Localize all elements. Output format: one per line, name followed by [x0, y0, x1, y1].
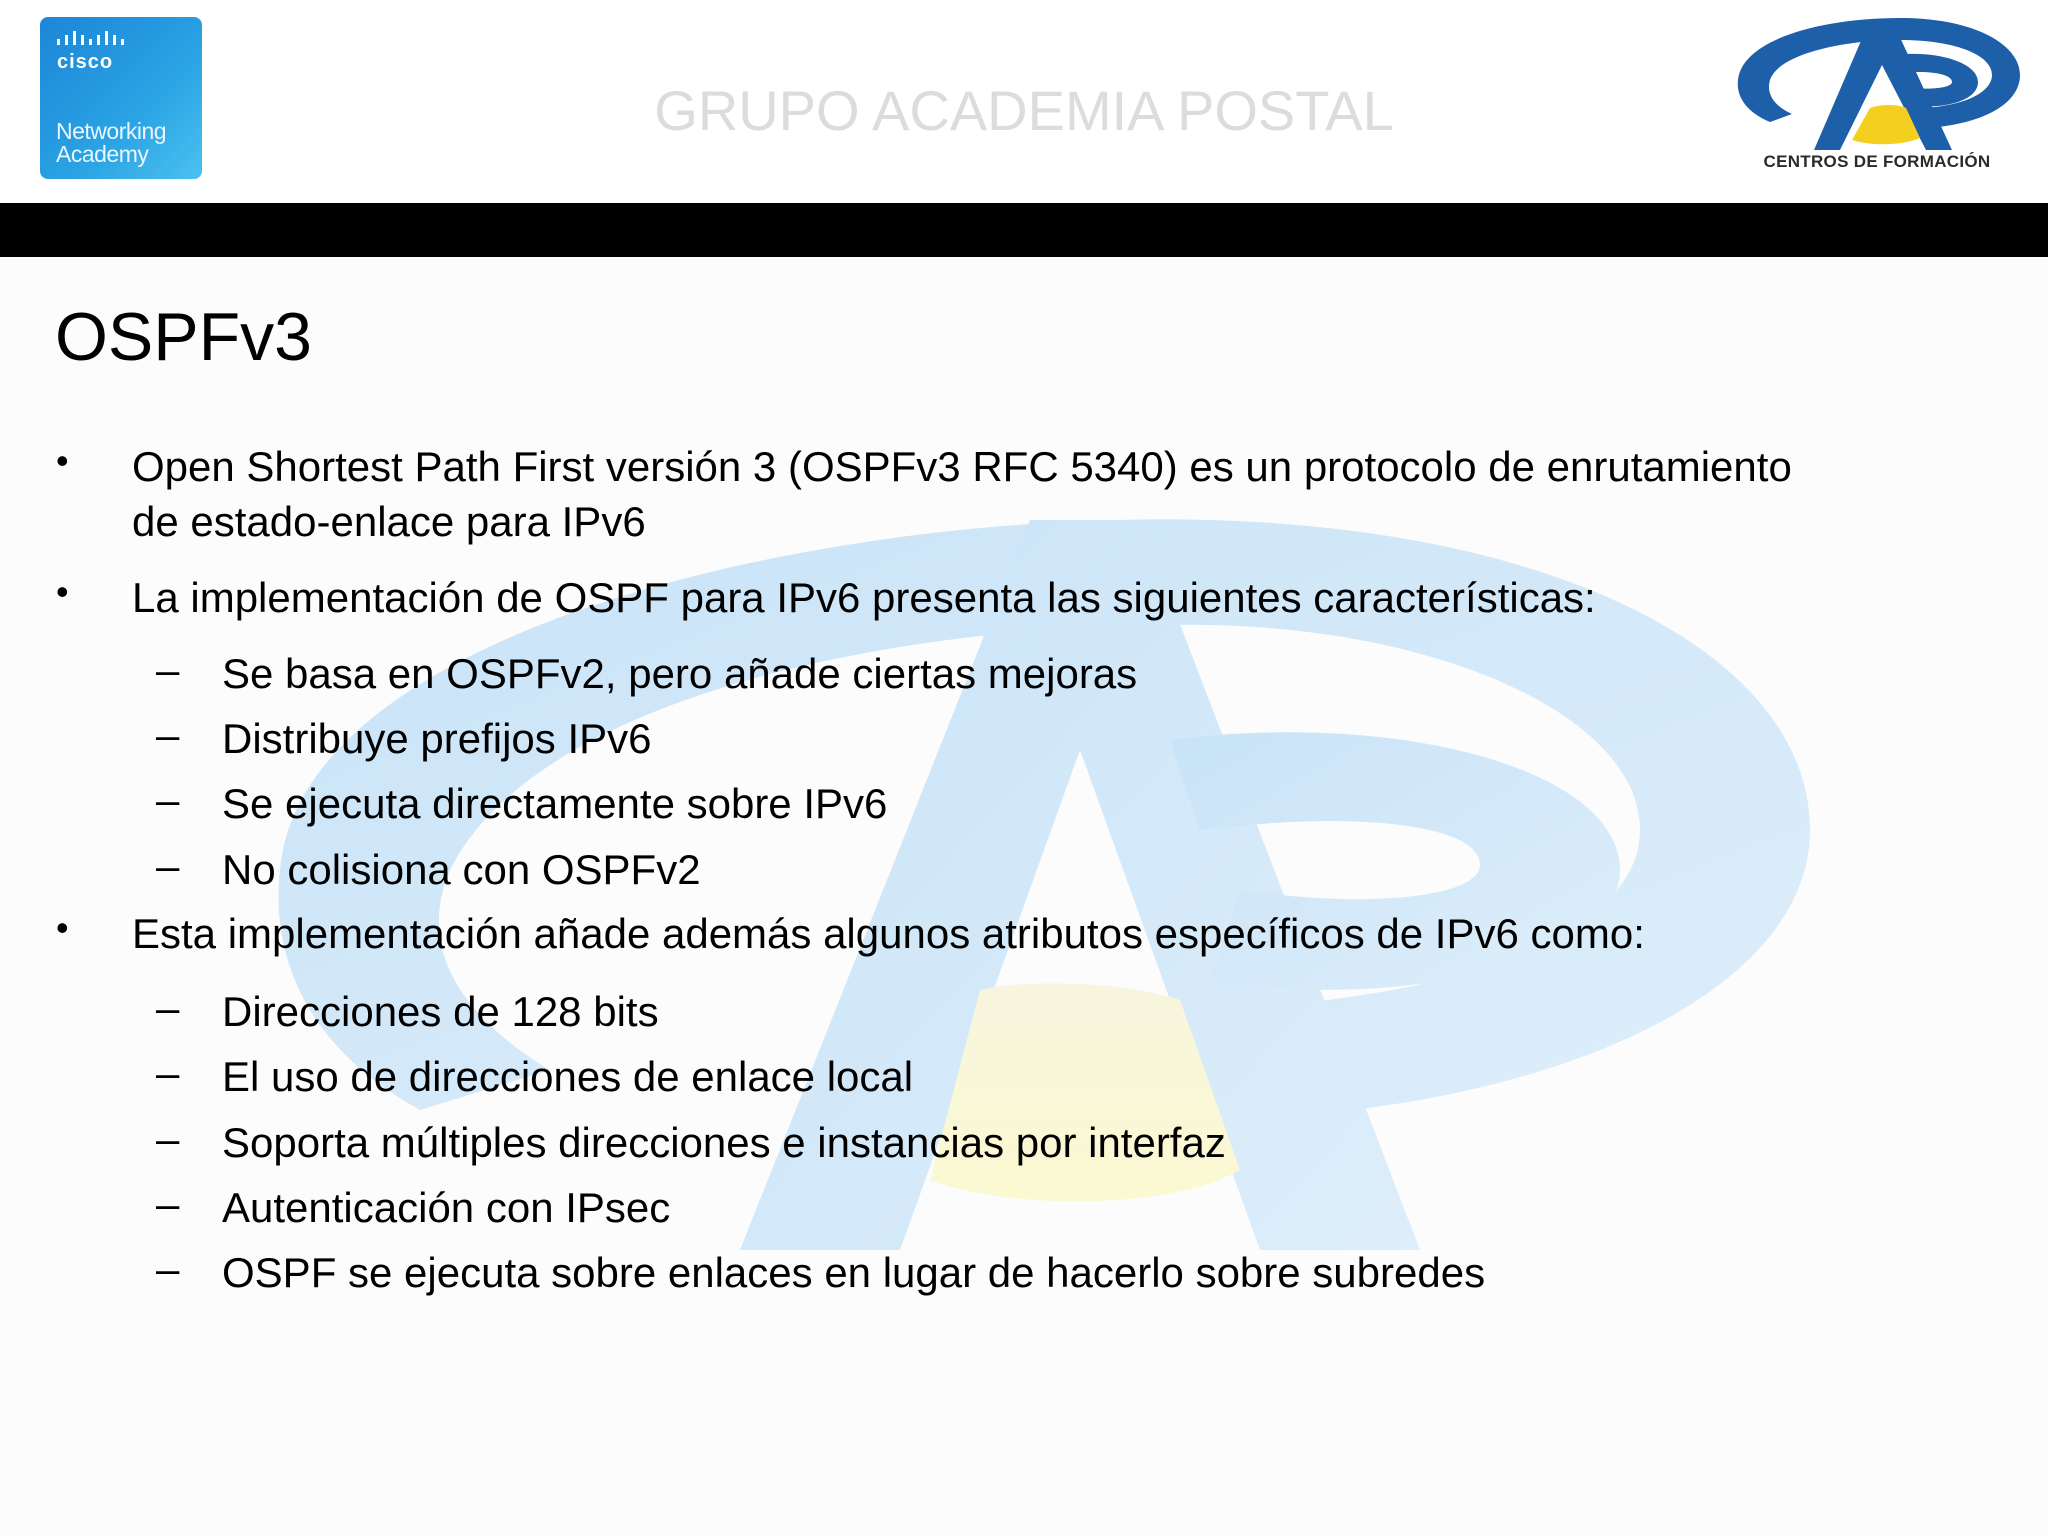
dash-marker: – [156, 1049, 180, 1096]
subitem-2-1: Se basa en OSPFv2, pero añade ciertas mejoras [222, 650, 1138, 697]
bullet-marker: • [56, 571, 69, 612]
bullet-text-1 [132, 439, 2012, 549]
subitem-3-3: Soporta múltiples direcciones e instancias por interfaz [222, 1119, 1226, 1166]
dash-marker: – [156, 1245, 180, 1292]
subitem-3-5: OSPF se ejecuta sobre enlaces en lugar de hacerlo sobre subredes [222, 1249, 1486, 1296]
cisco-wordmark: cisco [57, 51, 114, 73]
dash-marker: – [156, 646, 180, 693]
subitem-2-4: No colisiona con OSPFv2 [222, 846, 701, 893]
dash-marker: – [156, 711, 180, 758]
cisco-line-networking: Networking [56, 118, 167, 144]
bullet-text-2: La implementación de OSPF para IPv6 presenta las siguientes características: [132, 574, 1596, 621]
subitem-2-2: Distribuye prefijos IPv6 [222, 715, 652, 762]
header-title: GRUPO ACADEMIA POSTAL [654, 79, 1394, 142]
subitem-2-3: Se ejecuta directamente sobre IPv6 [222, 780, 888, 827]
subitem-3-4: Autenticación con IPsec [222, 1184, 671, 1231]
bullet-1-line-2: de estado-enlace para IPv6 [132, 498, 646, 545]
logo-caption: CENTROS DE FORMACIÓN [1763, 152, 1991, 171]
dash-marker: – [156, 1180, 180, 1227]
bullet-1-line-1: Open Shortest Path First versión 3 (OSPFv3 RFC 5340) es un protocolo de enrutamiento [132, 443, 1792, 490]
subitem-3-2: El uso de direcciones de enlace local [222, 1053, 914, 1100]
bullet-text-3: Esta implementación añade además algunos atributos específicos de IPv6 como: [132, 910, 1645, 957]
dash-marker: – [156, 776, 180, 823]
subitem-3-1: Direcciones de 128 bits [222, 988, 659, 1035]
bullet-marker: • [56, 907, 69, 948]
dash-marker: – [156, 1115, 180, 1162]
slide-title: OSPFv3 [55, 299, 312, 375]
cisco-line-academy: Academy [56, 141, 149, 167]
bullet-marker: • [56, 440, 69, 481]
dash-marker: – [156, 842, 180, 889]
dash-marker: – [156, 984, 180, 1031]
